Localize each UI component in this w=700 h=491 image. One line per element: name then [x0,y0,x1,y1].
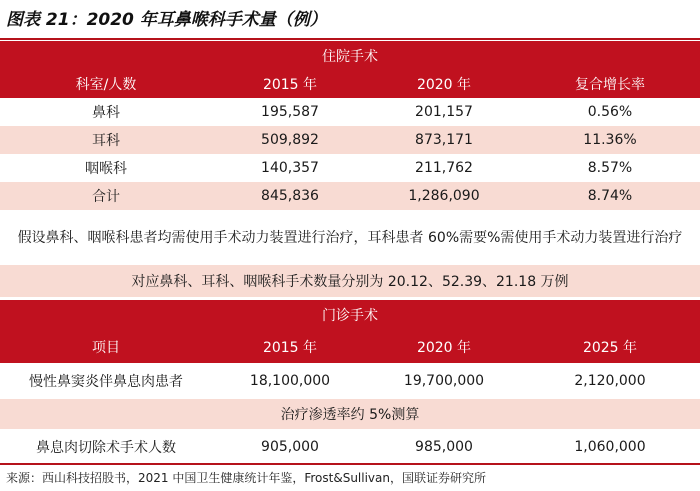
assumption-text: 假设鼻科、咽喉科患者均需使用手术动力装置进行治疗，耳科患者 60%需要%需使用手术动力装置进行治疗 [17,229,683,246]
value-cagr: 11.36% [583,132,637,148]
row-label: 咽喉科 [85,161,127,177]
table-row-nose [0,98,700,126]
inpatient-section-title: 住院手术 [322,48,378,65]
value-2015: 845,836 [261,188,319,204]
row-label: 鼻科 [92,105,120,121]
row-label: 鼻息肉切除术手术人数 [36,440,176,456]
value-2020: 985,000 [415,439,473,455]
value-cagr: 0.56% [587,104,633,120]
table-row-throat [0,154,700,182]
value-2020: 873,171 [415,132,473,148]
col-header-2015: 2015 年 [262,339,318,356]
col-header-2025: 2025 年 [582,339,638,356]
value-2015: 140,357 [261,160,319,176]
value-2025: 2,120,000 [574,373,646,389]
table-row-ear [0,126,700,154]
assumption-row [0,210,700,265]
col-header-2020: 2020 年 [416,77,472,93]
table-row-total [0,182,700,210]
bottom-rule [0,463,700,465]
inpatient-column-headers [0,70,700,98]
value-2015: 195,587 [261,104,319,120]
value-cagr: 8.57% [587,160,633,176]
value-2020: 1,286,090 [408,188,480,204]
row-label: 合计 [92,189,120,205]
value-2015: 905,000 [261,439,319,455]
value-2015: 509,892 [261,132,319,148]
value-2015: 18,100,000 [249,373,331,389]
row-label: 慢性鼻窦炎伴鼻息肉患者 [29,374,183,390]
col-header-item: 项目 [92,339,120,356]
source-note: 来源：西山科技招股书，2021 中国卫生健康统计年鉴，Frost&Sullivan，国联证券研究所 [6,471,486,485]
title-rule [0,38,700,40]
col-header-dept: 科室/人数 [75,77,137,93]
figure-title: 图表 21：2020 年耳鼻喉科手术量（例） [6,10,327,30]
col-header-cagr: 复合增长率 [575,77,645,93]
rate-note-row [0,399,700,429]
col-header-2015: 2015 年 [262,77,318,93]
value-2020: 19,700,000 [403,373,485,389]
row-label: 耳科 [92,133,120,149]
rate-note-text: 治疗渗透率约 5%测算 [280,407,420,423]
value-2020: 211,762 [415,160,473,176]
result-row [0,265,700,297]
value-cagr: 8.74% [587,188,633,204]
value-2025: 1,060,000 [574,439,646,455]
value-2020: 201,157 [415,104,473,120]
outpatient-section-header [0,300,700,330]
result-text: 对应鼻科、耳科、咽喉科手术数量分别为 20.12、52.39、21.18 万例 [131,274,569,290]
table-row-patients [0,363,700,399]
inpatient-section-header [0,41,700,70]
surgery-volume-table [0,41,700,465]
outpatient-column-headers [0,330,700,363]
outpatient-section-title: 门诊手术 [322,308,378,324]
col-header-2020: 2020 年 [416,339,472,356]
table-row-surgeries [0,429,700,465]
